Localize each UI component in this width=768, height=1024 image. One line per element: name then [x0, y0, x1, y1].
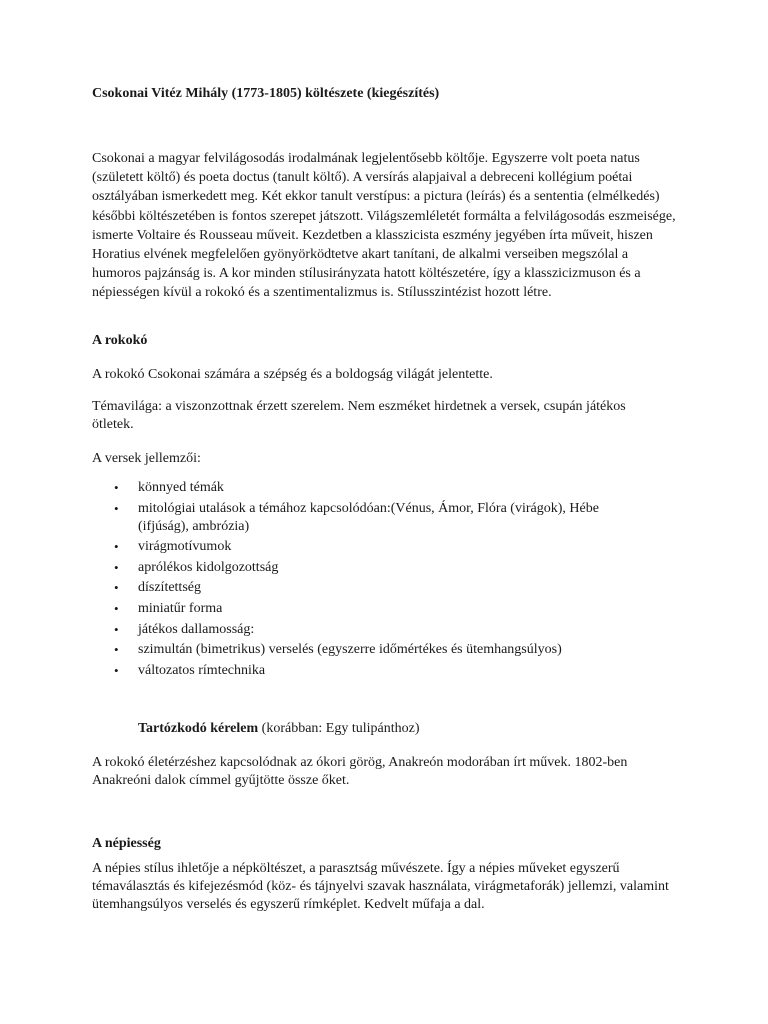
list-item — [92, 621, 652, 639]
rokoko-paragraph-4: A rokokó életérzéshez kapcsolódnak az ókori görög, Anakreón modorában írt művek. 1802-ben Anakreóni dalok címmel gyűjtötte össze őket. — [92, 755, 628, 788]
list-item — [92, 559, 652, 577]
list-item — [92, 479, 652, 497]
rokoko-paragraph-1: A rokokó Csokonai számára a szépség és a boldogság világát jelentette. — [92, 367, 493, 382]
bullet-icon: • — [114, 600, 119, 616]
poem-title-line — [138, 721, 420, 737]
nepiesseg-paragraph-1: A népies stílus ihletője a népköltészet, a parasztság művészete. Így a népies műveket egyszerű témaválasztás és kifejezésmód (köz- és tájnyelvi szavak használata, virágmetaforák) jellemzi, valamint ütemhangsúlyos verselés és egyszerű rímképlet. Kedvelt műfaja a dal. — [92, 861, 669, 912]
poem-title: Tartózkodó kérelem — [138, 721, 259, 736]
bullet-icon: • — [114, 559, 119, 575]
list-item-text: aprólékos kidolgozottság — [138, 559, 279, 575]
list-item-text: virágmotívumok — [138, 539, 232, 555]
intro-paragraph: Csokonai a magyar felvilágosodás irodalmának legjelentősebb költője. Egyszerre volt poeta natus (született költő) és poeta doctus (tanult költő). A versírás alapjaival a debreceni kollégium poétai osztályában ismerkedett meg. Két ekkor tanult verstípus: a pictura (leírás) és a sententia (elmélkedés) későbbi költészetében is fontos szerepet játszott. Világszemléletét formálta a felvilágosodás eszmeisége, ismerte Voltaire és Rousseau műveit. Kezdetben a klasszicista eszmény jegyében írta műveit, hiszen Horatius elvének megfelelően gyönyörködtetve akart tanítani, de alkalmi verseiben megszólal a humoros pajzánság is. A kor minden stílusirányzata hatott költészetére, így a klasszicizmuson és a népiességen kívül a rokokó és a szentimentalizmus is. Stílusszintézist hozott létre. — [92, 151, 676, 301]
poem-note: (korábban: Egy tulipánthoz) — [258, 721, 420, 736]
bullet-icon: • — [114, 621, 119, 637]
list-item — [92, 538, 652, 556]
list-item — [92, 600, 652, 618]
bullet-icon: • — [114, 580, 119, 596]
features-list — [92, 479, 652, 682]
rokoko-paragraph-3: A versek jellemzői: — [92, 451, 201, 466]
list-item-text: játékos dallamosság: — [138, 621, 255, 637]
list-item — [92, 662, 652, 680]
bullet-icon: • — [114, 539, 119, 555]
list-item-text: mitológiai utalások a témához kapcsolódóan:(Vénus, Ámor, Flóra (virágok), Hébe (ifjúság), ambrózia) — [138, 500, 599, 534]
list-item — [92, 579, 652, 597]
document-title: Csokonai Vitéz Mihály (1773-1805) költészete (kiegészítés) — [92, 86, 440, 101]
list-item-text: díszítettség — [138, 580, 201, 596]
list-item-text: könnyed témák — [138, 480, 224, 495]
bullet-icon: • — [114, 642, 119, 658]
section-heading-rokoko: A rokokó — [92, 333, 148, 348]
bullet-icon: • — [114, 500, 119, 516]
list-item-text: szimultán (bimetrikus) verselés (egyszerre időmértékes és ütemhangsúlyos) — [138, 642, 562, 658]
rokoko-paragraph-2: Témavilága: a viszonzottnak érzett szerelem. Nem eszméket hirdetnek a versek, csupán játékos ötletek. — [92, 399, 626, 432]
section-heading-nepiesseg: A népiesség — [92, 836, 161, 851]
list-item-text: változatos rímtechnika — [138, 662, 266, 678]
list-item — [92, 641, 652, 659]
bullet-icon: • — [114, 662, 119, 678]
bullet-icon: • — [114, 480, 119, 495]
list-item-text: miniatűr forma — [138, 600, 223, 616]
list-item — [92, 500, 652, 536]
